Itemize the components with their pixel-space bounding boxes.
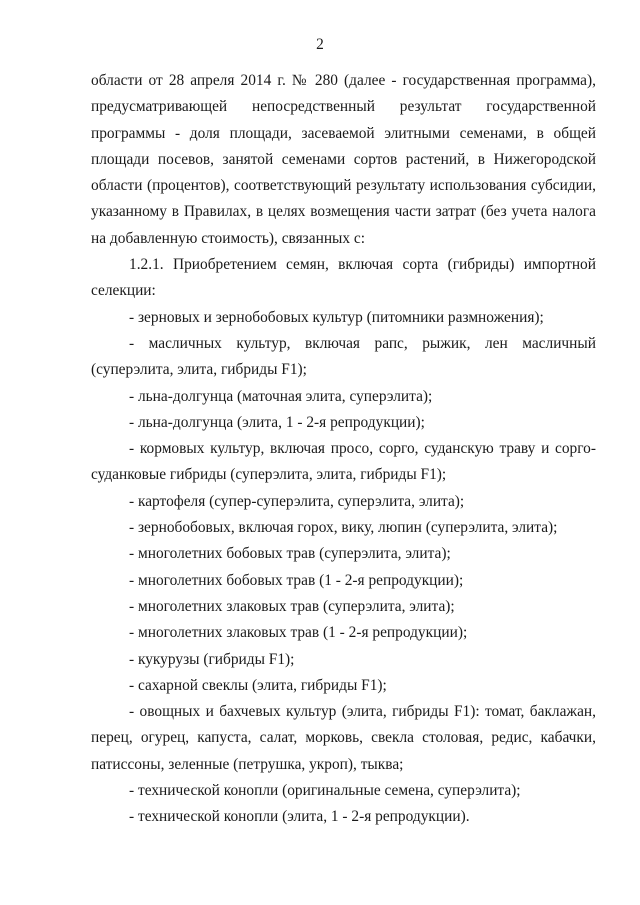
list-item-corn: - кукурузы (гибриды F1); — [129, 650, 295, 668]
paragraph-clause-1-2-1: 1.2.1. Приобретением семян, включая сорта (гибриды) импортной селекции: — [91, 256, 596, 300]
list-item-flax-reproductions: - льна-долгунца (элита, 1 - 2-я репродукции); — [129, 413, 425, 431]
list-item-hemp-superelite: - технической конопли (оригинальные семена, суперэлита); — [129, 782, 521, 800]
list-item-forage-crops: - кормовых культур, включая просо, сорго, суданскую траву и сорго-суданковые гибриды (суперэлита, элита, гибриды F1); — [91, 440, 596, 484]
list-item-perennial-grass-reproductions: - многолетних злаковых трав (1 - 2-я репродукции); — [129, 624, 468, 642]
list-item-sugar-beet: - сахарной свеклы (элита, гибриды F1); — [129, 676, 387, 694]
list-item-flax-superelite: - льна-долгунца (маточная элита, суперэлита); — [129, 387, 433, 405]
list-item-perennial-legume-elite: - многолетних бобовых трав (суперэлита, элита); — [129, 545, 451, 563]
list-item-hemp-reproductions: - технической конопли (элита, 1 - 2-я репродукции). — [129, 808, 470, 826]
list-item-vegetables-melons: - овощных и бахчевых культур (элита, гибриды F1): томат, баклажан, перец, огурец, капуста, салат, морковь, свекла столовая, редис, кабачки, патиссоны, зеленные (петрушка, укроп), тыква; — [91, 703, 596, 773]
list-item-potato: - картофеля (супер-суперэлита, суперэлита, элита); — [129, 492, 465, 510]
list-item-grain-legumes: - зерновых и зернобобовых культур (питомники размножения); — [129, 308, 544, 326]
list-item-perennial-grass-elite: - многолетних злаковых трав (суперэлита, элита); — [129, 597, 455, 615]
page-number: 2 — [316, 36, 324, 53]
list-item-oilseeds: - масличных культур, включая рапс, рыжик, лен масличный (суперэлита, элита, гибриды F1); — [91, 334, 596, 379]
list-item-legumes: - зернобобовых, включая горох, вику, люпин (суперэлита, элита); — [129, 519, 558, 537]
document-body — [91, 68, 596, 831]
list-item-perennial-legume-reproductions: - многолетних бобовых трав (1 - 2-я репродукции); — [129, 571, 464, 589]
paragraph-intro: области от 28 апреля 2014 г. № 280 (далее - государственная программа), предусматривающей непосредственный результат государственной программы - доля площади, засеваемой элитными семенами, в общей площади посевов, занятой семенами сортов растений, в Нижегородской области (процентов), соответствующий результату использования субсидии, указанному в Правилах, в целях возмещения части затрат (без учета налога на добавленную стоимость), связанных с: — [91, 72, 596, 247]
